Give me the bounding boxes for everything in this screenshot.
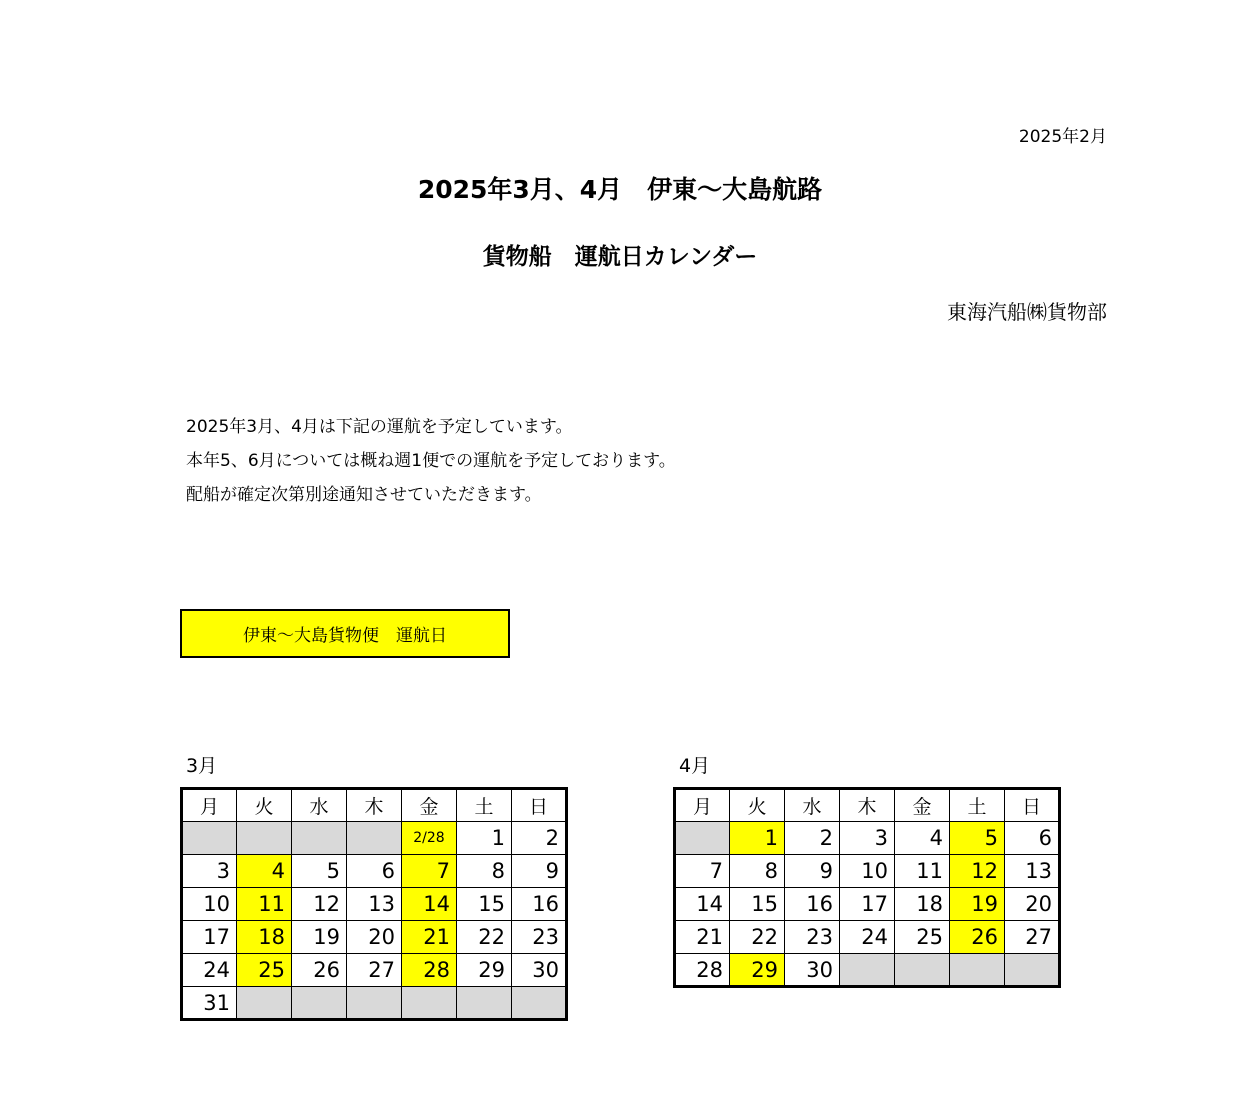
- day-cell: 20: [347, 921, 402, 954]
- week-row: [675, 954, 1060, 987]
- day-cell: 27: [1005, 921, 1060, 954]
- day-cell: 24: [182, 954, 237, 987]
- day-cell: 28: [675, 954, 730, 987]
- day-cell: 3: [840, 822, 895, 855]
- week-row: [182, 987, 567, 1020]
- empty-day-cell: [895, 954, 950, 987]
- day-cell: 12: [292, 888, 347, 921]
- weekday-header: 金: [895, 789, 950, 822]
- day-cell: 9: [512, 855, 567, 888]
- week-row: [182, 822, 567, 855]
- weekday-header: 月: [182, 789, 237, 822]
- day-cell: 18: [895, 888, 950, 921]
- empty-day-cell: [950, 954, 1005, 987]
- intro-line: 配船が確定次第別途通知させていただきます。: [186, 485, 542, 505]
- day-cell: 10: [182, 888, 237, 921]
- day-cell: 23: [512, 921, 567, 954]
- april-calendar: [673, 787, 1061, 988]
- day-cell: 11: [895, 855, 950, 888]
- intro-text: [186, 410, 676, 512]
- empty-day-cell: [840, 954, 895, 987]
- operation-day-cell: 2/28: [402, 822, 457, 855]
- week-row: [675, 921, 1060, 954]
- week-row: [182, 888, 567, 921]
- weekday-header: 木: [347, 789, 402, 822]
- operation-day-cell: 21: [402, 921, 457, 954]
- day-cell: 9: [785, 855, 840, 888]
- empty-day-cell: [182, 822, 237, 855]
- day-cell: 30: [512, 954, 567, 987]
- march-calendar-label: 3月: [186, 755, 218, 777]
- weekday-header: 火: [237, 789, 292, 822]
- page-subtitle: 貨物船 運航日カレンダー: [482, 244, 758, 270]
- day-cell: 19: [292, 921, 347, 954]
- day-cell: 27: [347, 954, 402, 987]
- day-cell: 5: [292, 855, 347, 888]
- day-cell: 2: [512, 822, 567, 855]
- weekday-header: 木: [840, 789, 895, 822]
- operation-day-cell: 4: [237, 855, 292, 888]
- day-cell: 23: [785, 921, 840, 954]
- empty-day-cell: [292, 822, 347, 855]
- weekday-header: 日: [1005, 789, 1060, 822]
- weekday-header-row: [675, 789, 1060, 822]
- weekday-header: 土: [950, 789, 1005, 822]
- march-calendar: [180, 787, 568, 1021]
- week-row: [182, 921, 567, 954]
- day-cell: 16: [512, 888, 567, 921]
- week-row: [675, 855, 1060, 888]
- operation-day-cell: 28: [402, 954, 457, 987]
- issue-date: 2025年2月: [1018, 127, 1107, 147]
- day-cell: 16: [785, 888, 840, 921]
- day-cell: 13: [347, 888, 402, 921]
- day-cell: 15: [457, 888, 512, 921]
- empty-day-cell: [347, 822, 402, 855]
- day-cell: 3: [182, 855, 237, 888]
- week-row: [182, 954, 567, 987]
- weekday-header-row: [182, 789, 567, 822]
- weekday-header: 土: [457, 789, 512, 822]
- empty-day-cell: [402, 987, 457, 1020]
- operation-day-cell: 5: [950, 822, 1005, 855]
- intro-line: 本年5、6月については概ね週1便での運航を予定しております。: [186, 451, 676, 471]
- weekday-header: 火: [730, 789, 785, 822]
- day-cell: 14: [675, 888, 730, 921]
- weekday-header: 日: [512, 789, 567, 822]
- empty-day-cell: [347, 987, 402, 1020]
- day-cell: 25: [895, 921, 950, 954]
- empty-day-cell: [292, 987, 347, 1020]
- week-row: [182, 855, 567, 888]
- weekday-header: 水: [785, 789, 840, 822]
- day-cell: 22: [730, 921, 785, 954]
- operation-day-cell: 25: [237, 954, 292, 987]
- day-cell: 24: [840, 921, 895, 954]
- page-title: 2025年3月、4月 伊東～大島航路: [417, 175, 823, 204]
- empty-day-cell: [237, 987, 292, 1020]
- empty-day-cell: [1005, 954, 1060, 987]
- day-cell: 17: [182, 921, 237, 954]
- operation-day-cell: 18: [237, 921, 292, 954]
- company-name: 東海汽船㈱貨物部: [947, 300, 1107, 324]
- week-row: [675, 822, 1060, 855]
- day-cell: 8: [730, 855, 785, 888]
- intro-line: 2025年3月、4月は下記の運航を予定しています。: [186, 417, 573, 437]
- week-row: [675, 888, 1060, 921]
- april-calendar-label: 4月: [679, 755, 711, 777]
- day-cell: 30: [785, 954, 840, 987]
- empty-day-cell: [237, 822, 292, 855]
- operation-day-cell: 26: [950, 921, 1005, 954]
- day-cell: 8: [457, 855, 512, 888]
- day-cell: 15: [730, 888, 785, 921]
- day-cell: 10: [840, 855, 895, 888]
- operation-day-cell: 29: [730, 954, 785, 987]
- day-cell: 22: [457, 921, 512, 954]
- operation-day-cell: 1: [730, 822, 785, 855]
- day-cell: 1: [457, 822, 512, 855]
- weekday-header: 月: [675, 789, 730, 822]
- day-cell: 17: [840, 888, 895, 921]
- day-cell: 13: [1005, 855, 1060, 888]
- operation-day-cell: 12: [950, 855, 1005, 888]
- day-cell: 31: [182, 987, 237, 1020]
- day-cell: 4: [895, 822, 950, 855]
- day-cell: 2: [785, 822, 840, 855]
- weekday-header: 金: [402, 789, 457, 822]
- operation-day-cell: 11: [237, 888, 292, 921]
- legend-label: 伊東～大島貨物便 運航日: [243, 626, 447, 646]
- day-cell: 7: [675, 855, 730, 888]
- operation-day-cell: 7: [402, 855, 457, 888]
- empty-day-cell: [512, 987, 567, 1020]
- operation-day-cell: 14: [402, 888, 457, 921]
- day-cell: 6: [347, 855, 402, 888]
- day-cell: 20: [1005, 888, 1060, 921]
- day-cell: 21: [675, 921, 730, 954]
- day-cell: 29: [457, 954, 512, 987]
- empty-day-cell: [675, 822, 730, 855]
- empty-day-cell: [457, 987, 512, 1020]
- day-cell: 26: [292, 954, 347, 987]
- weekday-header: 水: [292, 789, 347, 822]
- legend-box: [180, 609, 510, 658]
- day-cell: 6: [1005, 822, 1060, 855]
- operation-day-cell: 19: [950, 888, 1005, 921]
